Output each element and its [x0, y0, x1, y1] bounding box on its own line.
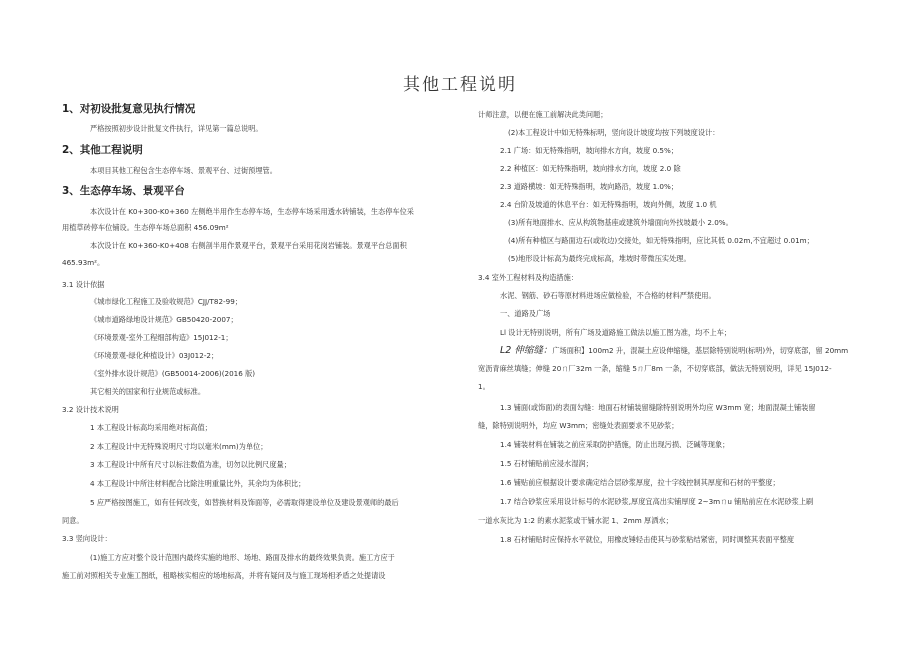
basis-item: 其它相关的国家和行业规范或标准。 [90, 387, 206, 396]
right-line: 1.5 石材铺贴前应浸水湿润； [500, 459, 593, 468]
right-line: (2)本工程设计中如无特殊标明，竖向设计坡度均按下列坡度设计： [508, 128, 720, 137]
right-line: 一、道路及广场 [500, 309, 551, 318]
section-3-para1-line2: 用植草砖停车位铺设。生态停车场总面积 456.09m² [62, 223, 229, 232]
basis-item: 《城市绿化工程施工及验收规范》CJJ/T82-99； [90, 297, 242, 306]
basis-item: 《环境景观-室外工程细部构造》15J012-1； [90, 333, 233, 342]
section-3-para2-line2: 465.93m²。 [62, 258, 105, 267]
tech-item: 2 本工程设计中无特殊说明尺寸均以毫米(mm)为单位； [90, 442, 268, 451]
right-line: 1.6 铺贴前应根据设计要求确定结合层砂浆厚度，拉十字线控制其厚度和石材的平整度； [500, 478, 780, 487]
right-line: 1.3 铺面(或饰面)的表面勾缝：地面石材铺装留缝除特别说明外均应 W3mm 宽；地面混凝土铺装留 [500, 403, 816, 412]
section-2-heading: 2、其他工程说明 [62, 144, 143, 156]
right-line: (4)所有种植区与路面边石(或收边)交接处，如无特殊指明，应比其低 0.02m,不宜超过 0.01m； [508, 236, 814, 245]
right-line: Ll 设计无特别说明，所有广场及道路施工做法以施工图为准，均不上车； [500, 328, 732, 337]
vertical-design-line2: 施工前对照相关专业施工图纸，租略核实相应的场地标高，并将有疑问及与施工现场相矛盾之处提请设 [62, 571, 386, 580]
section-2-text: 本项目其他工程包含生态停车场、景观平台、过街预埋管。 [90, 166, 277, 175]
basis-item: 《室外排水设计规范》(GB50014-2006)(2016 版) [90, 369, 256, 378]
right-line: 2.1 广场：如无特殊指明，坡向排水方向，坡度 0.5%； [500, 146, 679, 155]
section-3-heading: 3、生态停车场、景观平台 [62, 185, 185, 197]
tech-item: 4 本工程设计中所注材料配合比除注明重量比外，其余均为体积比； [90, 479, 306, 488]
right-line: 计师注意，以便在施工前解决此类问题； [478, 110, 608, 119]
right-line: (5)地形设计标高为最终完成标高，堆坡时带微压实处理。 [508, 254, 691, 263]
tech-item-continued: 同意。 [62, 516, 84, 525]
right-line: 2.3 道路横坡：如无特殊指明，坡向路沿，坡度 1.0%； [500, 182, 679, 191]
right-line: 水泥、钢筋、砂石等原材料进场应做检验，不合格的材料严禁使用。 [500, 291, 716, 300]
right-line: 1.7 结合砂浆应采用设计标号的水泥砂浆,厚度宜高出实铺厚度 2~3mㄇu 铺贴前应在水泥砂浆上刷 [500, 497, 814, 506]
right-line [500, 346, 848, 355]
expansion-joint-label: L2 伸缩缝： [500, 345, 553, 356]
right-line: 2.4 台阶及坡道的休息平台：如无特殊指明，坡向外侧，坡度 1.0 机 [500, 200, 717, 209]
basis-item: 《城市道路绿地设计规范》GB50420-2007； [90, 315, 238, 324]
right-line: 缝，除特别说明外，均应 W3mm；密缝处表面要求不见砂浆； [478, 421, 679, 430]
expansion-joint-text: 广场面积】100m2 升，混凝土应设伸缩缝，基层除特别说明(标明)外，切穿底部，留 20mm [552, 346, 849, 355]
tech-item: 3 本工程设计中所有尺寸以标注数值为准，切勿以比例尺度量； [90, 460, 291, 469]
tech-item: 1 本工程设计标高均采用绝对标高值； [90, 423, 212, 432]
section-3-3-heading: 3.3 竖向设计： [62, 534, 112, 543]
section-3-2-heading: 3.2 设计技术说明 [62, 405, 119, 414]
tech-item: 5 应严格按图施工，如有任何改变，如替换材料及饰面等，必需取得建设单位及建设景观师的最后 [90, 498, 399, 507]
right-line: 宽沥青麻丝填缝；伸缝 20ㄇ厂32m 一条，缩缝 5ㄇ厂8m 一条，不切穿底部，做法无特别说明，详见 15J012- [478, 364, 832, 373]
section-3-1-heading: 3.1 设计依据 [62, 280, 105, 289]
vertical-design-line1: (1)施工方应对整个设计范围内最终实施的地形、场地、路面及排水的最终效果负责。施工方应于 [90, 553, 395, 562]
right-line: 2.2 种植区：如无特殊指明，坡向排水方向，坡度 2.0 除 [500, 164, 681, 173]
right-line: 一道水灰比为 1:2 的素水泥浆或干铺水泥 1、2mm 厚洒水； [478, 516, 673, 525]
section-1-text: 严格按照初步设计批复文件执行，详见第一篇总说明。 [90, 124, 263, 133]
right-line: 1.8 石材铺贴时应保持水平就位，用橡皮锤轻击使其与砂浆粘结紧密，同时调整其表面平整度 [500, 535, 795, 544]
basis-item: 《环境景观-绿化种植设计》03J012-2； [90, 351, 219, 360]
section-3-para1-line1: 本次设计在 K0+300-K0+360 左侧绝半用作生态停车场，生态停车场采用透水砖铺装，生态停车位采 [90, 207, 414, 216]
page-title: 其他工程说明 [403, 75, 517, 95]
right-line: 3.4 室外工程材料及构造措施： [478, 273, 578, 282]
section-3-para2-line1: 本次设计在 K0+360-K0+408 右侧剖半用作景观平台，景观平台采用花岗岩铺装。景观平台总面积 [90, 241, 407, 250]
right-line: 1.4 铺装材料在铺装之前应采取防护措施，防止出现污损、泛碱等现象； [500, 440, 730, 449]
right-line: 1。 [478, 382, 490, 391]
right-line: (3)所有地面排水、应从构筑物基座或建筑外墙面向外找坡最小 2.0%。 [508, 218, 733, 227]
section-1-heading: 1、对初设批复意见执行情况 [62, 103, 196, 115]
